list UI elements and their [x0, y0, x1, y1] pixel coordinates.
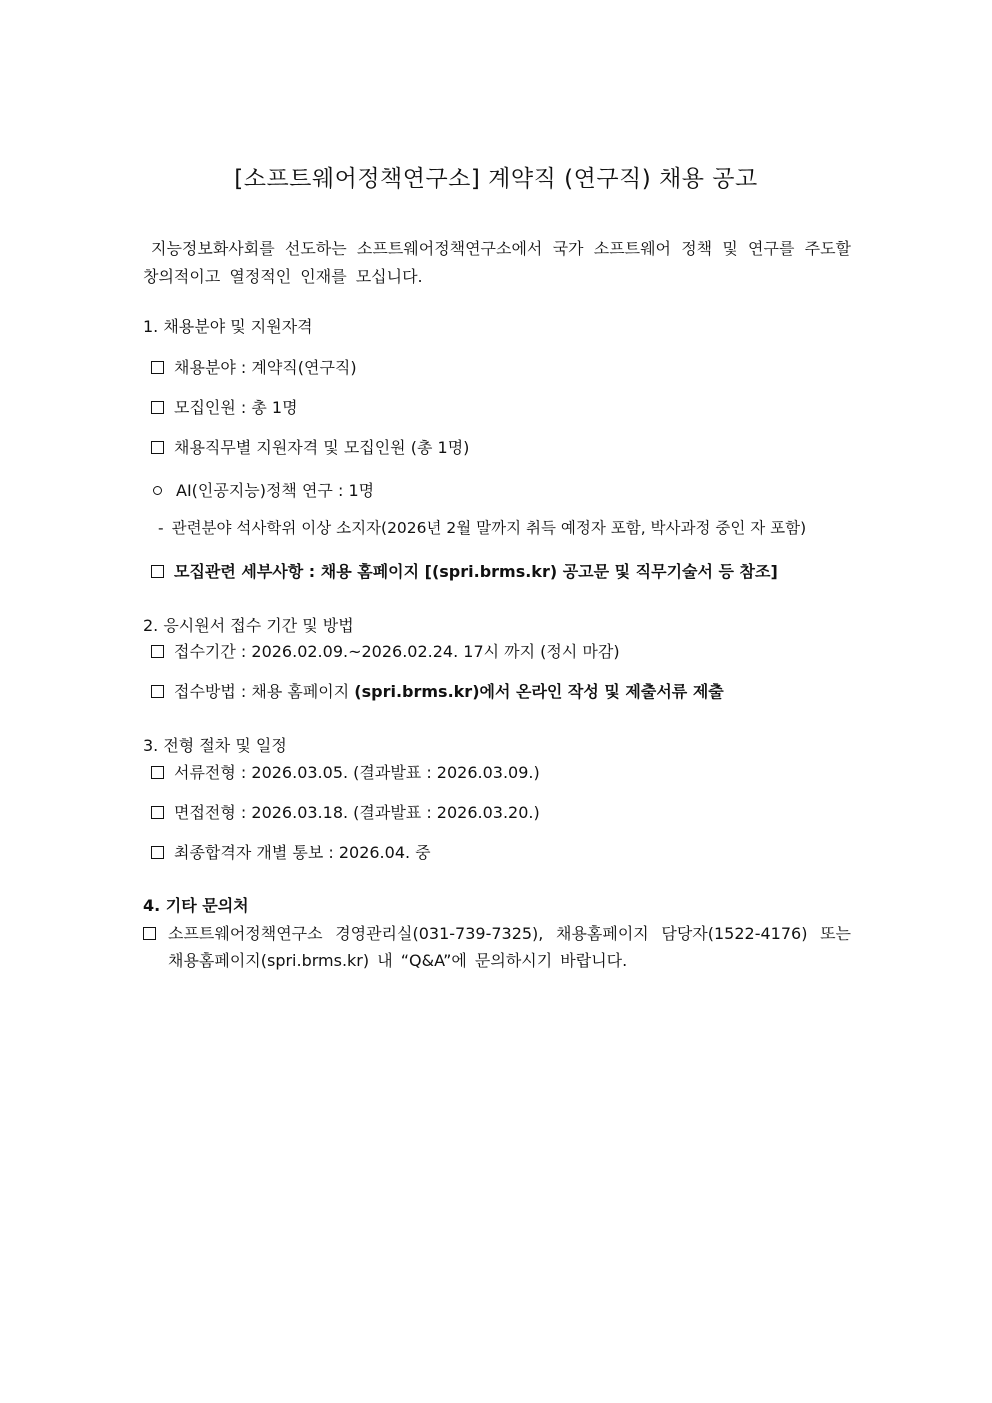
- checkbox-bullet-icon: [151, 766, 164, 779]
- job-text: AI(인공지능)정책 연구 : 1명: [176, 481, 375, 500]
- field-text: 채용분야 : 계약직(연구직): [174, 358, 357, 377]
- section3-heading: 3. 전형 절차 및 일정: [143, 736, 287, 755]
- final-item: [151, 842, 431, 864]
- checkbox-bullet-icon: [151, 401, 164, 414]
- final-text: 최종합격자 개별 통보 : 2026.04. 중: [174, 843, 431, 862]
- checkbox-bullet-icon: [151, 441, 164, 454]
- interview-text: 면접전형 : 2026.03.18. (결과발표 : 2026.03.20.): [174, 803, 540, 822]
- method-prefix-text: 접수방법 : 채용 홈페이지: [174, 682, 355, 701]
- checkbox-bullet-icon: [151, 361, 164, 374]
- checkbox-bullet-icon: [151, 645, 164, 658]
- period-text: 접수기간 : 2026.02.09.~2026.02.24. 17시 까지 (정시 마감): [174, 642, 620, 661]
- period-item: [151, 641, 620, 663]
- checkbox-bullet-icon: [151, 685, 164, 698]
- section4-heading: 4. 기타 문의처: [143, 896, 249, 915]
- checkbox-bullet-icon: [151, 846, 164, 859]
- interview-item: [151, 802, 540, 824]
- job-item: [153, 480, 374, 502]
- headcount-item: [151, 397, 298, 419]
- qualification-item: [151, 437, 469, 459]
- headcount-text: 모집인원 : 총 1명: [174, 398, 298, 417]
- checkbox-bullet-icon: [151, 806, 164, 819]
- checkbox-bullet-icon: [143, 927, 156, 940]
- details-text: 모집관련 세부사항 : 채용 홈페이지 [(spri.brms.kr) 공고문 및 직무기술서 등 참조]: [174, 562, 778, 581]
- document-screening-text: 서류전형 : 2026.03.05. (결과발표 : 2026.03.09.): [174, 763, 540, 782]
- method-item: [151, 681, 724, 703]
- job-requirement-text: 관련분야 석사학위 이상 소지자(2026년 2월 말까지 취득 예정자 포함, 박사과정 중인 자 포함): [171, 519, 807, 537]
- contact-item: [143, 920, 851, 974]
- section1-heading: 1. 채용분야 및 지원자격: [143, 317, 313, 336]
- checkbox-bullet-icon: [151, 565, 164, 578]
- circle-bullet-icon: [153, 486, 162, 495]
- method-bold-text: (spri.brms.kr)에서 온라인 작성 및 제출서류 제출: [354, 682, 724, 701]
- contact-text: 소프트웨어정책연구소 경영관리실(031-739-7325), 채용홈페이지 담당자(1522-4176) 또는 채용홈페이지(spri.brms.kr) 내 “Q&A”에 문의하시기 바랍니다.: [168, 924, 851, 970]
- intro-paragraph: 지능정보화사회를 선도하는 소프트웨어정책연구소에서 국가 소프트웨어 정책 및 연구를 주도할 창의적이고 열정적인 인재를 모십니다.: [143, 239, 851, 286]
- details-item: [151, 561, 778, 583]
- page-title: [소프트웨어정책연구소] 계약직 (연구직) 채용 공고: [234, 166, 758, 192]
- qualification-text: 채용직무별 지원자격 및 모집인원 (총 1명): [174, 438, 470, 457]
- section2-heading: 2. 응시원서 접수 기간 및 방법: [143, 616, 354, 635]
- job-requirement-item: [158, 517, 806, 539]
- field-item: [151, 357, 357, 379]
- dash-bullet-icon: -: [158, 519, 164, 537]
- document-screening-item: [151, 762, 540, 784]
